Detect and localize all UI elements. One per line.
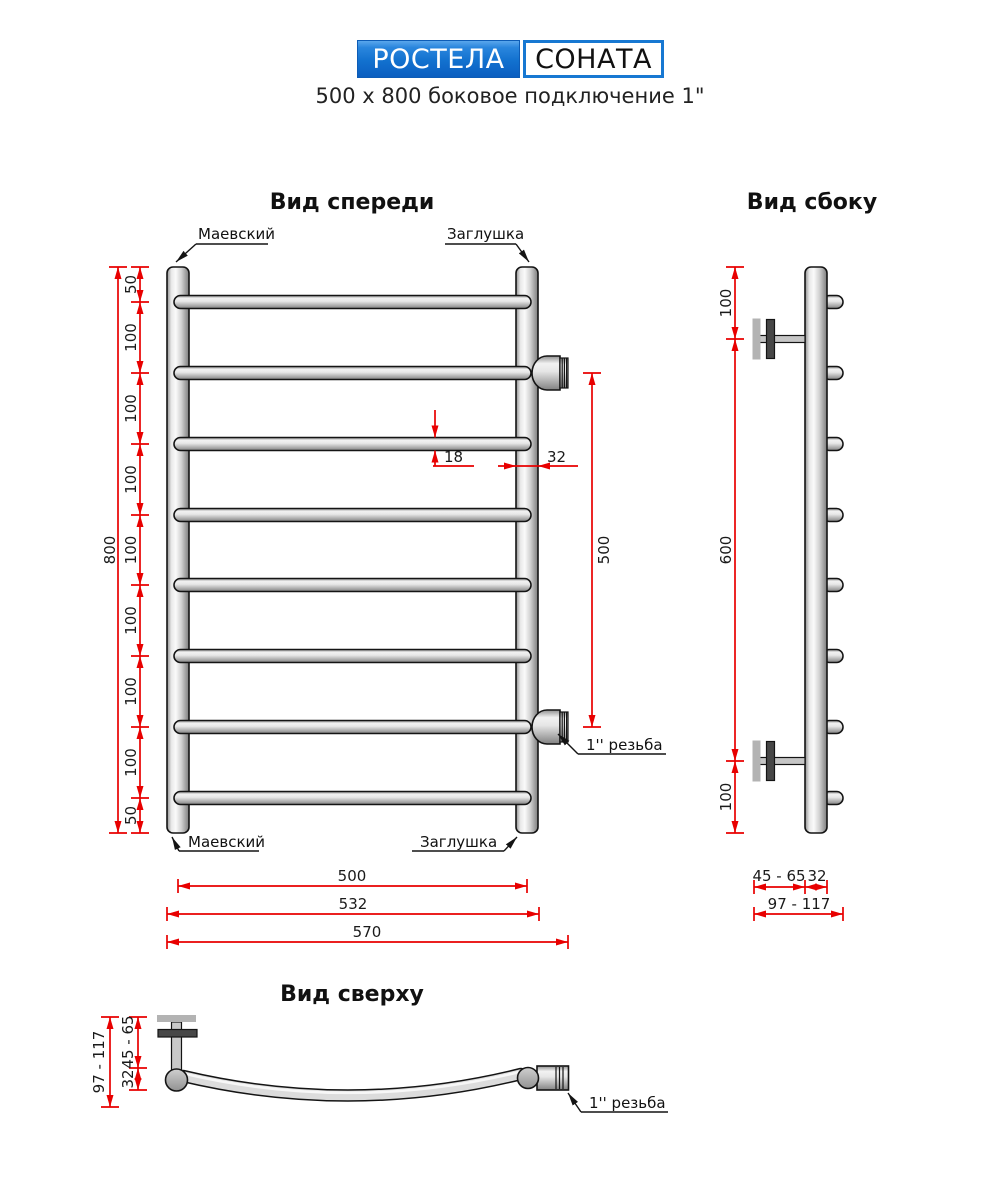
side-dim-depths <box>752 867 843 921</box>
dim-top-wall-gap: 45 - 65 <box>119 1015 137 1069</box>
dim-total-depth: 97 - 117 <box>767 895 831 913</box>
rung <box>174 721 531 734</box>
top-thread-fitting <box>537 1066 569 1090</box>
top-curved-rung <box>183 1072 521 1096</box>
dim-side-100-top: 100 <box>717 288 735 318</box>
top-callout-thread <box>568 1093 668 1112</box>
side-dim-chain <box>717 267 744 833</box>
brand-text: РОСТЕЛА <box>372 43 505 75</box>
air-vent-label-bottom: Маевский <box>188 833 266 851</box>
dim-500-vertical: 500 <box>595 535 613 565</box>
front-view <box>101 190 666 949</box>
side-post <box>805 267 827 833</box>
dim-chain-3: 100 <box>122 465 140 494</box>
dim-chain-5: 100 <box>122 606 140 635</box>
plug-label-top: Заглушка <box>447 225 525 243</box>
dim-chain-0: 50 <box>122 274 140 295</box>
dim-side-post: 32 <box>807 867 827 885</box>
top-dim-inner <box>119 1015 147 1090</box>
front-posts <box>167 267 538 833</box>
dim-chain-6: 100 <box>122 677 140 706</box>
front-left-post <box>167 267 189 833</box>
front-rungs <box>174 296 531 805</box>
front-right-post <box>516 267 538 833</box>
dim-32: 32 <box>547 448 567 466</box>
dim-side-600: 600 <box>717 535 735 565</box>
dim-width-500: 500 <box>337 867 367 885</box>
dim-chain-7: 100 <box>122 748 140 777</box>
dim-chain-4: 100 <box>122 535 140 565</box>
top-right-post-node <box>518 1068 539 1089</box>
front-dim-widths <box>167 867 568 949</box>
side-view <box>717 190 877 921</box>
dim-width-532: 532 <box>338 895 368 913</box>
dim-width-570: 570 <box>352 923 382 941</box>
product-subtitle: 500 x 800 боковое подключение 1" <box>315 84 705 108</box>
dim-chain-2: 100 <box>122 394 140 423</box>
dim-wall-gap: 45 - 65 <box>752 867 806 885</box>
front-dim-connection-spacing <box>583 373 613 727</box>
top-wall-bracket <box>157 1015 197 1074</box>
top-view-title: Вид сверху <box>280 982 424 1007</box>
front-dim-chain <box>122 267 149 833</box>
rung <box>174 509 531 522</box>
top-connection-fitting <box>532 356 568 390</box>
wall-bracket-top <box>753 319 806 360</box>
dim-18: 18 <box>444 448 464 466</box>
front-view-title: Вид спереди <box>269 190 435 215</box>
top-view <box>90 982 668 1112</box>
model-text: СОНАТА <box>535 43 652 75</box>
top-dim-outer-depth <box>90 1017 119 1107</box>
dim-chain-8: 50 <box>122 805 140 826</box>
plug-label-bottom: Заглушка <box>420 833 498 851</box>
dim-chain-1: 100 <box>122 323 140 352</box>
rung <box>174 579 531 592</box>
dim-top-post: 32 <box>119 1069 137 1089</box>
dim-side-100-bottom: 100 <box>717 782 735 812</box>
top-left-post-node <box>166 1069 188 1091</box>
rung <box>174 438 531 451</box>
wall-bracket-bottom <box>753 741 806 782</box>
dim-top-depth: 97 - 117 <box>90 1030 108 1094</box>
thread-label-top: 1'' резьба <box>589 1094 666 1112</box>
dim-800: 800 <box>101 535 119 565</box>
rung <box>174 650 531 663</box>
air-vent-label-top: Маевский <box>198 225 276 243</box>
rung <box>174 792 531 805</box>
thread-label-front: 1'' резьба <box>586 736 663 754</box>
rung <box>174 296 531 309</box>
side-view-title: Вид сбоку <box>746 190 878 215</box>
rung <box>174 367 531 380</box>
